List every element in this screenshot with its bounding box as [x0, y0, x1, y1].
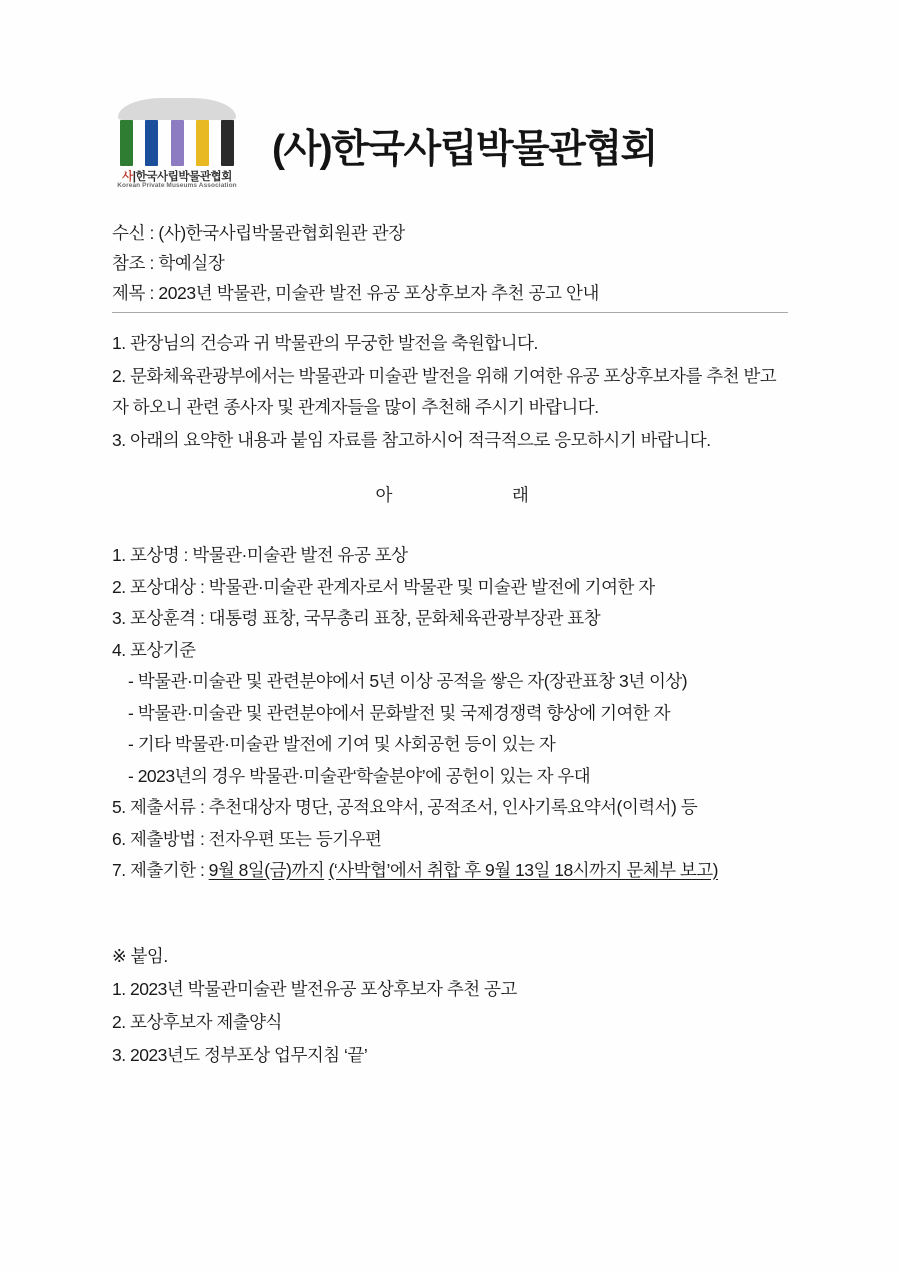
attachment-item: 2. 포상후보자 제출양식: [112, 1012, 282, 1032]
list-item: 1. 포상명 : 박물관·미술관 발전 유공 포상: [112, 545, 408, 565]
organization-title: (사)한국사립박물관협회: [272, 128, 657, 171]
logo-subtitle: Korean Private Museums Association: [117, 182, 237, 189]
attachment-item: 3. 2023년도 정부포상 업무지침 ‘끝’: [112, 1045, 368, 1065]
deadline-date: 9월 8일(금)까지: [208, 860, 325, 880]
logo-bar-4: [196, 120, 209, 166]
attachment-item: 1. 2023년 박물관미술관 발전유공 포상후보자 추천 공고: [112, 979, 517, 999]
logo-bar-1: [120, 120, 133, 166]
logo-bars: [120, 120, 234, 166]
arae-heading: [112, 482, 792, 507]
logo-caption-prefix: 사: [122, 171, 133, 183]
header-divider: [112, 312, 788, 313]
address-block: [112, 218, 788, 308]
logo-bar-3: [171, 120, 184, 166]
logo-caption-sep: |: [132, 171, 136, 183]
items-list: [112, 540, 812, 887]
intro-paragraph-2: 2. 문화체육관광부에서는 박물관과 미술관 발전을 위해 기여한 유공 포상후보자를 추천 받고자 하오니 관련 종사자 및 관계자들을 많이 추천해 주시기 바랍니다.: [112, 366, 777, 417]
logo-caption-main: 한국사립박물관협회: [135, 171, 232, 183]
attachments-block: [112, 940, 812, 1072]
intro-paragraphs: [112, 328, 792, 458]
list-subitem: - 박물관·미술관 및 관련분야에서 5년 이상 공적을 쌓은 자(장관표창 3년 이상): [128, 671, 688, 691]
arae-left-char: 아: [375, 485, 392, 505]
list-item: 6. 제출방법 : 전자우편 또는 등기우편: [112, 828, 382, 849]
intro-paragraph-1: 1. 관장님의 건승과 귀 박물관의 무궁한 발전을 축원합니다.: [112, 333, 538, 353]
logo-bar-5: [221, 120, 234, 166]
logo-bar-2: [145, 120, 158, 166]
attachments-label: ※ 붙임.: [112, 946, 168, 966]
list-item: 2. 포상대상 : 박물관·미술관 관계자로서 박물관 및 미술관 발전에 기여한 자: [112, 576, 655, 597]
logo-arc-shape: [118, 98, 236, 120]
arae-right-char: 래: [512, 485, 529, 505]
subject-line: 제목 : 2023년 박물관, 미술관 발전 유공 포상후보자 추천 공고 안내: [112, 283, 599, 303]
deadline-prefix: 7. 제출기한 :: [112, 860, 209, 880]
list-subitem: - 기타 박물관·미술관 발전에 기여 및 사회공헌 등이 있는 자: [128, 734, 556, 754]
document-header: [112, 96, 657, 192]
list-item: 3. 포상훈격 : 대통령 표창, 국무총리 표창, 문화체육관광부장관 표창: [112, 608, 601, 628]
deadline-line: [112, 855, 812, 887]
deadline-note: (‘사박협’에서 취합 후 9월 13일 18시까지 문체부 보고): [328, 860, 718, 880]
association-logo: [112, 96, 242, 192]
list-subitem: - 2023년의 경우 박물관·미술관‘학술분야’에 공헌이 있는 자 우대: [128, 765, 591, 786]
recipient-line: 수신 : (사)한국사립박물관협회원관 관장: [112, 223, 405, 243]
list-item: 5. 제출서류 : 추천대상자 명단, 공적요약서, 공적조서, 인사기록요약서(이력서) 등: [112, 797, 698, 817]
list-item: 4. 포상기준: [112, 639, 196, 660]
intro-paragraph-3: 3. 아래의 요약한 내용과 붙임 자료를 참고하시어 적극적으로 응모하시기 바랍니다.: [112, 430, 711, 450]
list-subitem: - 박물관·미술관 및 관련분야에서 문화발전 및 국제경쟁력 향상에 기여한 자: [128, 702, 671, 723]
cc-line: 참조 : 학예실장: [112, 253, 225, 273]
